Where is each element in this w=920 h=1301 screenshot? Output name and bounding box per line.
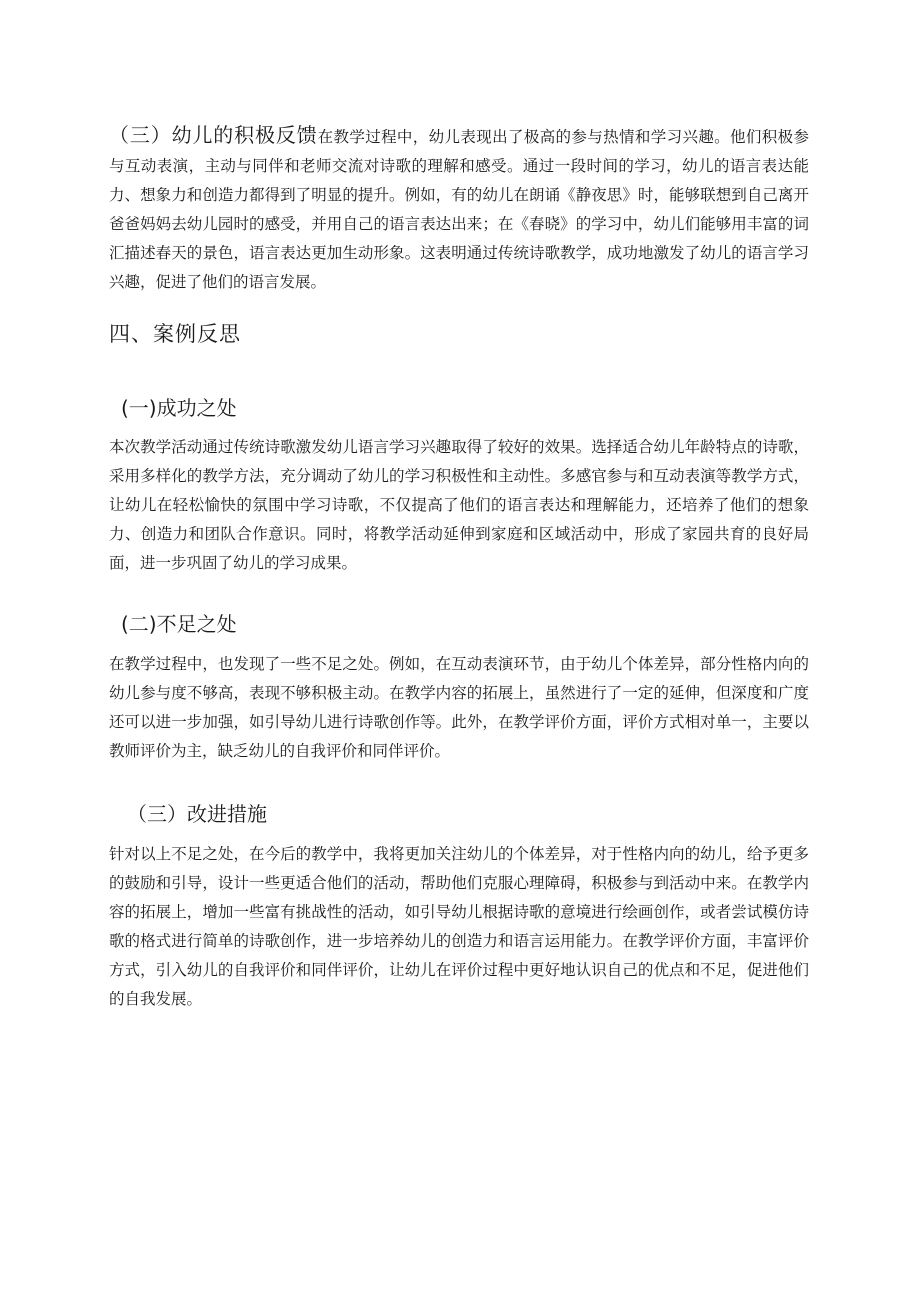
- success-paragraph: 本次教学活动通过传统诗歌激发幼儿语言学习兴趣取得了较好的效果。选择适合幼儿年龄特点的诗歌，采用多样化的教学方法，充分调动了幼儿的学习积极性和主动性。多感官参与和互动表演等教学方式，让幼儿在轻松愉快的氛围中学习诗歌，不仅提高了他们的语言表达和理解能力，还培养了他们的想象力、创造力和团队合作意识。同时，将教学活动延伸到家庭和区域活动中，形成了家园共育的良好局面，进一步巩固了幼儿的学习成果。: [109, 438, 809, 572]
- feedback-heading: （三）幼儿的积极反馈: [109, 123, 318, 147]
- feedback-text: 在教学过程中，幼儿表现出了极高的参与热情和学习兴趣。他们积极参与互动表演，主动与同伴和老师交流对诗歌的理解和感受。通过一段时间的学习，幼儿的语言表达能力、想象力和创造力都得到了明显的提升。例如，有的幼儿在朗诵《静夜思》时，能够联想到自己离开爸爸妈妈去幼儿园时的感受，并用自己的语言表达出来；在《春晓》的学习中，幼儿们能够用丰富的词汇描述春天的景色，语言表达更加生动形象。这表明通过传统诗歌教学，成功地激发了幼儿的语言学习兴趣，促进了他们的语言发展。: [109, 128, 809, 291]
- feedback-paragraph: [109, 121, 809, 297]
- improvements-paragraph: 针对以上不足之处，在今后的教学中，我将更加关注幼儿的个体差异，对于性格内向的幼儿，给予更多的鼓励和引导，设计一些更适合他们的活动，帮助他们克服心理障碍，积极参与到活动中来。在教学内容的拓展上，增加一些富有挑战性的活动，如引导幼儿根据诗歌的意境进行绘画创作，或者尝试模仿诗歌的格式进行简单的诗歌创作，进一步培养幼儿的创造力和语言运用能力。在教学评价方面，丰富评价方式，引入幼儿的自我评价和同伴评价，让幼儿在评价过程中更好地认识自己的优点和不足，促进他们的自我发展。: [109, 845, 809, 1008]
- improvements-heading: （三）改进措施: [127, 802, 267, 826]
- section-heading-reflection: 四、案例反思: [109, 322, 241, 346]
- shortcomings-paragraph: 在教学过程中，也发现了一些不足之处。例如，在互动表演环节，由于幼儿个体差异，部分性格内向的幼儿参与度不够高，表现不够积极主动。在教学内容的拓展上，虽然进行了一定的延伸，但深度和广度还可以进一步加强，如引导幼儿进行诗歌创作等。此外，在教学评价方面，评价方式相对单一，主要以教师评价为主，缺乏幼儿的自我评价和同伴评价。: [109, 655, 809, 760]
- success-heading: (一)成功之处: [121, 396, 237, 420]
- shortcomings-heading: (二)不足之处: [121, 612, 237, 636]
